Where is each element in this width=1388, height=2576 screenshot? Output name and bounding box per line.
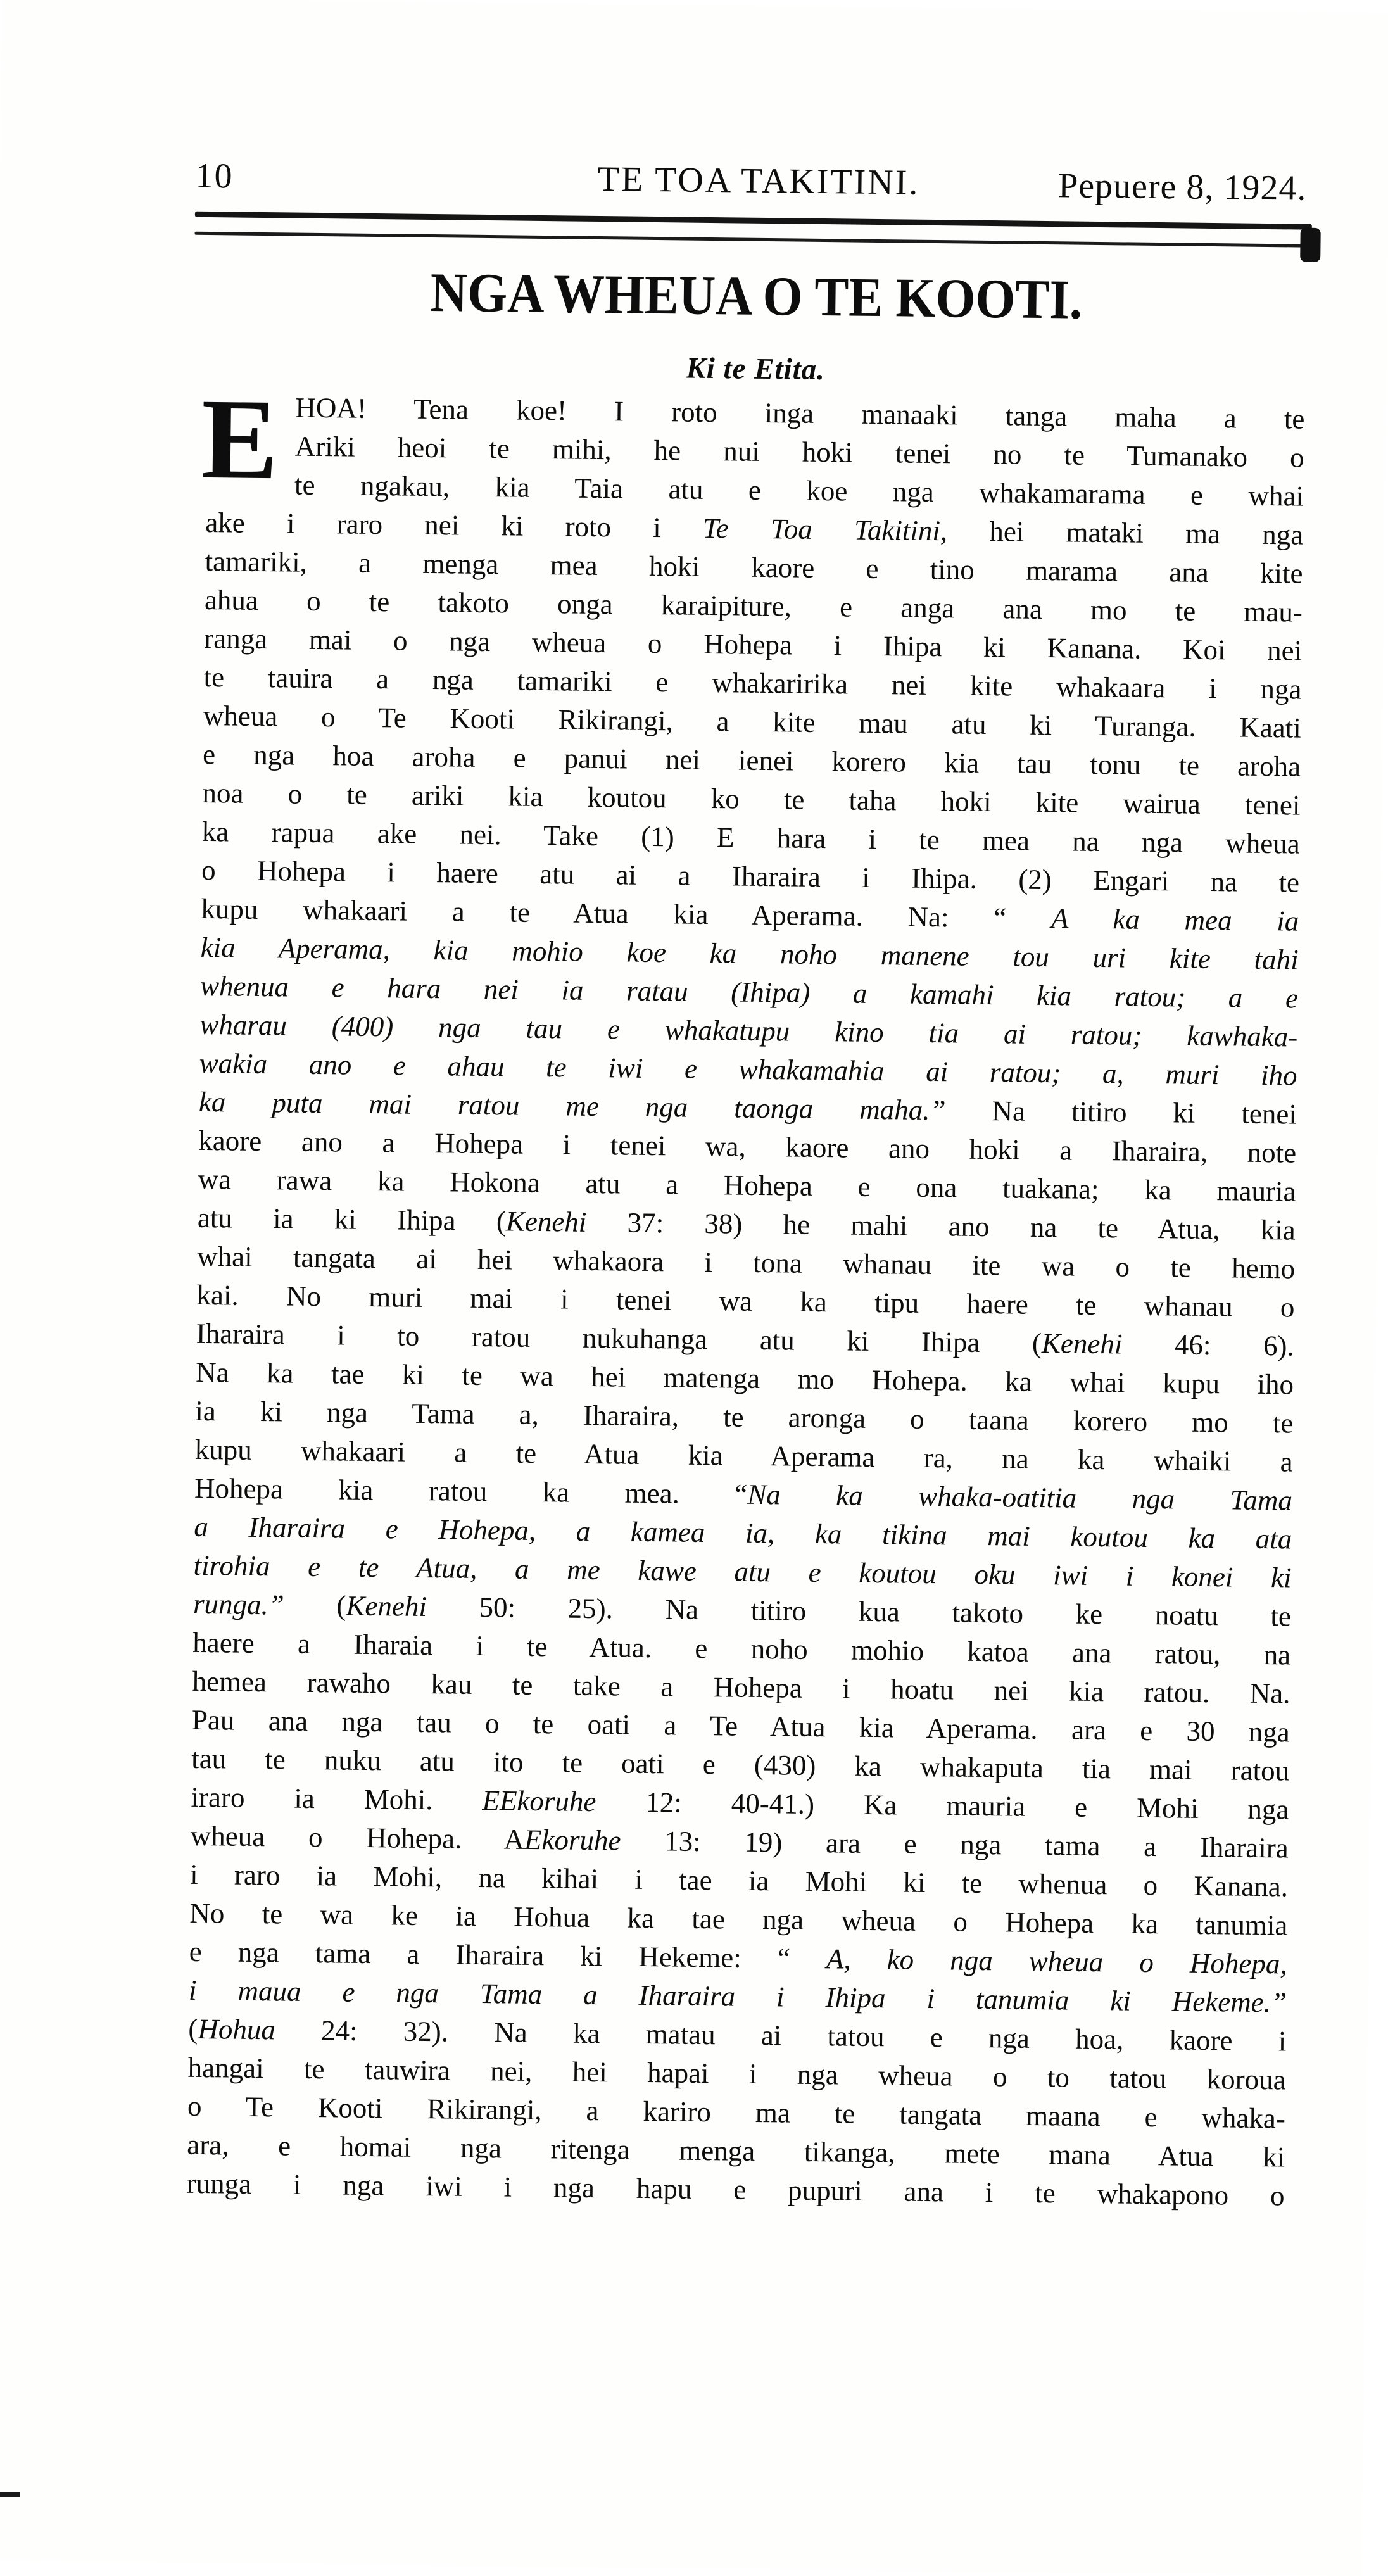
text-line: HOA! Tena koe! I roto inga manaaki tanga maha a te <box>295 391 1305 435</box>
text-line: runga.” (Kenehi 50: 25). Na titiro kua takoto ke noatu te <box>192 1588 1292 1632</box>
text-line: ara, e homai nga ritenga menga tikanga, mete mana Atua ki <box>187 2128 1285 2173</box>
double-rule-top <box>195 212 1312 230</box>
ink-blob <box>1300 228 1321 262</box>
text-line: Pau ana nga tau o te oati a Te Atua kia Aperama. ara e 30 nga <box>191 1703 1290 1748</box>
text-line: ka rapua ake nei. Take (1) E hara i te mea na nga wheua <box>201 815 1301 860</box>
text-line: ka puta mai ratou me nga taonga maha.” Na titiro ki tenei <box>198 1085 1297 1130</box>
text-line: Hohepa kia ratou ka mea. “Na ka whaka-oatitia nga Tama <box>194 1472 1293 1517</box>
text-line: Iharaira i to ratou nukuhanga atu ki Ihipa (Kenehi 46: 6). <box>196 1317 1295 1362</box>
text-line: ake i raro nei ki roto i Te Toa Takitini, hei mataki ma nga <box>205 506 1304 551</box>
masthead-title: TE TOA TAKITINI. <box>597 159 920 203</box>
drop-cap: E <box>200 375 279 504</box>
text-line: o Hohepa i haere atu ai a Iharaira i Ihipa. (2) Engari na te <box>201 854 1300 899</box>
text-line: e nga tama a Iharaira ki Hekeme: “ A, ko nga wheua o Hohepa, <box>189 1935 1287 1980</box>
text-line: Na ka tae ki te wa hei matenga mo Hohepa. ka whai kupu iho <box>195 1356 1294 1401</box>
text-line: i maua e nga Tama a Iharaira i Ihipa i tanumia ki Hekeme.” <box>188 1974 1287 2019</box>
text-line: i raro ia Mohi, na kihai i tae ia Mohi ki te whenua o Kanana. <box>189 1858 1289 1903</box>
article-title: NGA WHEUA O TE KOOTI. <box>430 262 1083 331</box>
text-line: (Hohua 24: 32). Na ka matau ai tatou e nga hoa, kaore i <box>188 2012 1287 2057</box>
text-line: o Te Kooti Rikirangi, a kariro ma te tangata maana e whaka- <box>187 2090 1286 2135</box>
text-line: tamariki, a menga mea hoki kaore e tino marama ana kite <box>205 545 1303 590</box>
text-line: hemea rawaho kau te take a Hohepa i hoatu nei kia ratou. Na. <box>192 1665 1290 1710</box>
page-number: 10 <box>195 156 234 196</box>
text-line: whenua e hara nei ia ratau (Ihipa) a kamahi kia ratou; a e <box>199 969 1299 1014</box>
double-rule-bottom <box>195 232 1312 248</box>
text-line: te tauira a nga tamariki e whakaririka nei kite whakaara i nga <box>203 660 1302 705</box>
issue-date: Pepuere 8, 1924. <box>1057 166 1307 208</box>
text-line: No te wa ke ia Hohua ka tae nga wheua o Hohepa ka tanumia <box>189 1897 1288 1941</box>
text-line: wakia ano e ahau te iwi e whakamahia ai ratou; a, muri iho <box>199 1047 1297 1092</box>
article-body <box>186 375 1305 2215</box>
editor-salutation: Ki te Etita. <box>686 351 826 387</box>
text-line: tau te nuku atu ito te oati e (430) ka whakaputa tia mai ratou <box>191 1742 1290 1787</box>
text-line: kupu whakaari a te Atua kia Aperama ra, na ka whaiki a <box>194 1433 1293 1478</box>
text-line: kai. No muri mai i tenei wa ka tipu haere te whanau o <box>196 1279 1295 1323</box>
text-line: ia ki nga Tama a, Iharaira, te aronga o taana korero mo te <box>195 1394 1294 1439</box>
text-line: whai tangata ai hei whakaora i tona whanau ite wa o te hemo <box>196 1240 1296 1285</box>
text-line: ahua o te takoto onga karaipiture, e anga ana mo te mau- <box>204 583 1303 628</box>
text-line: wa rawa ka Hokona atu a Hohepa e ona tuakana; ka mauria <box>198 1163 1296 1208</box>
text-line: tirohia e te Atua, a me kawe atu e koutou oku iwi i konei ki <box>193 1549 1292 1594</box>
text-line: wharau (400) nga tau e whakatupu kino tia ai ratou; kawhaka- <box>199 1008 1298 1053</box>
text-line: iraro ia Mohi. EEkoruhe 12: 40-41.) Ka mauria e Mohi nga <box>191 1781 1289 1826</box>
text-line: kupu whakaari a te Atua kia Aperama. Na: “ A ka mea ia <box>201 892 1299 937</box>
text-line: noa o te ariki kia koutou ko te taha hoki kite wairua tenei <box>202 776 1301 821</box>
text-line: runga i nga iwi i nga hapu e pupuri ana i te whakapono o <box>186 2167 1285 2212</box>
text-line: wheua o Te Kooti Rikirangi, a kite mau atu ki Turanga. Kaati <box>203 699 1302 744</box>
scan-edge-mark <box>0 2492 20 2497</box>
text-line: e nga hoa aroha e panui nei ienei korero kia tau tonu te aroha <box>202 738 1301 783</box>
text-line: kaore ano a Hohepa i tenei wa, kaore ano hoki a Iharaira, note <box>198 1124 1297 1169</box>
text-line: atu ia ki Ihipa (Kenehi 37: 38) he mahi ano na te Atua, kia <box>197 1201 1296 1246</box>
text-line: kia Aperama, kia mohio koe ka noho manene tou uri kite tahi <box>200 931 1299 976</box>
text-line: te ngakau, kia Taia atu e koe nga whakamarama e whai <box>294 469 1304 512</box>
text-line: a Iharaira e Hohepa, a kamea ia, ka tikina mai koutou ka ata <box>194 1510 1292 1555</box>
text-line: haere a Iharaia i te Atua. e noho mohio katoa ana ratou, na <box>192 1626 1291 1671</box>
text-line: ranga mai o nga wheua o Hohepa i Ihipa ki Kanana. Koi nei <box>204 622 1303 667</box>
page-header <box>195 155 1308 213</box>
text-line: hangai te tauwira nei, hei hapai i nga wheua o to tatou koroua <box>187 2051 1286 2096</box>
text-line: wheua o Hohepa. AEkoruhe 13: 19) ara e nga tama a Iharaira <box>190 1819 1289 1864</box>
text-line: Ariki heoi te mihi, he nui hoki tenei no te Tumanako o <box>294 430 1304 474</box>
